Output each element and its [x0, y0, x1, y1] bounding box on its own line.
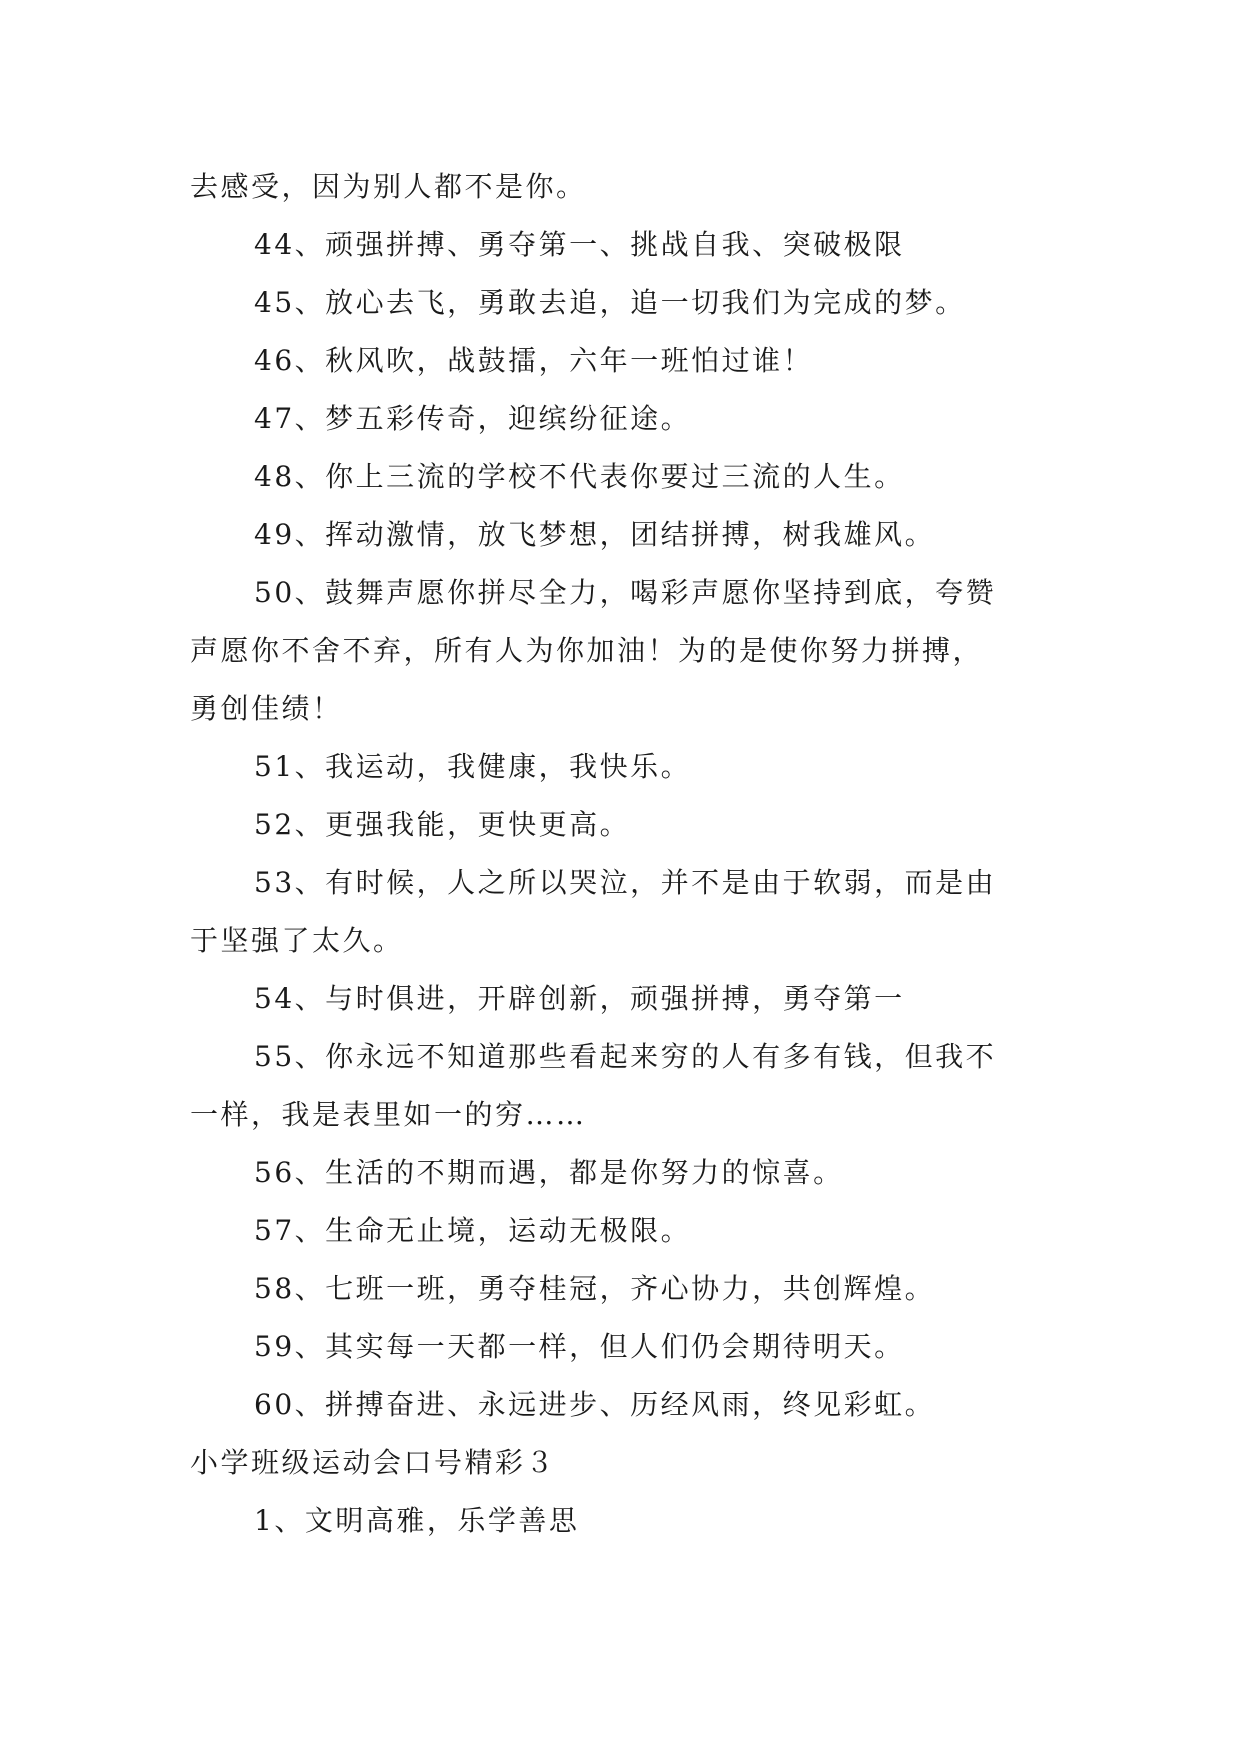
list-item: 52、更强我能，更快更高。 — [254, 808, 631, 841]
list-item: 46、秋风吹，战鼓擂，六年一班怕过谁！ — [254, 344, 814, 377]
list-item: 53、有时候，人之所以哭泣，并不是由于软弱，而是由 — [254, 866, 997, 899]
list-item: 58、七班一班，勇夺桂冠，齐心协力，共创辉煌。 — [254, 1272, 936, 1305]
document-body — [190, 158, 1070, 1550]
list-item: 45、放心去飞，勇敢去追，追一切我们为完成的梦。 — [254, 286, 966, 319]
list-item: 59、其实每一天都一样，但人们仍会期待明天。 — [254, 1330, 905, 1363]
text-line: 去感受，因为别人都不是你。 — [190, 170, 587, 203]
list-item: 50、鼓舞声愿你拼尽全力，喝彩声愿你坚持到底，夸赞 — [254, 576, 997, 609]
list-item: 55、你永远不知道那些看起来穷的人有多有钱，但我不 — [254, 1040, 997, 1073]
list-item: 48、你上三流的学校不代表你要过三流的人生。 — [254, 460, 905, 493]
list-item: 57、生命无止境，运动无极限。 — [254, 1214, 692, 1247]
text-line: 一样，我是表里如一的穷…… — [190, 1098, 587, 1131]
section-heading: 小学班级运动会口号精彩３ — [190, 1446, 557, 1479]
list-item: 56、生活的不期而遇，都是你努力的惊喜。 — [254, 1156, 844, 1189]
list-item: 51、我运动，我健康，我快乐。 — [254, 750, 692, 783]
text-line: 声愿你不舍不弃，所有人为你加油！为的是使你努力拼搏， — [190, 634, 984, 667]
text-line: 于坚强了太久。 — [190, 924, 404, 957]
list-item: 1、文明高雅，乐学善思 — [254, 1504, 580, 1537]
list-item: 54、与时俱进，开辟创新，顽强拼搏，勇夺第一 — [254, 982, 905, 1015]
text-line: 勇创佳绩！ — [190, 692, 343, 725]
list-item: 44、顽强拼搏、勇夺第一、挑战自我、突破极限 — [254, 228, 905, 261]
list-item: 60、拼搏奋进、永远进步、历经风雨，终见彩虹。 — [254, 1388, 936, 1421]
list-item: 49、挥动激情，放飞梦想，团结拼搏，树我雄风。 — [254, 518, 936, 551]
list-item: 47、梦五彩传奇，迎缤纷征途。 — [254, 402, 692, 435]
